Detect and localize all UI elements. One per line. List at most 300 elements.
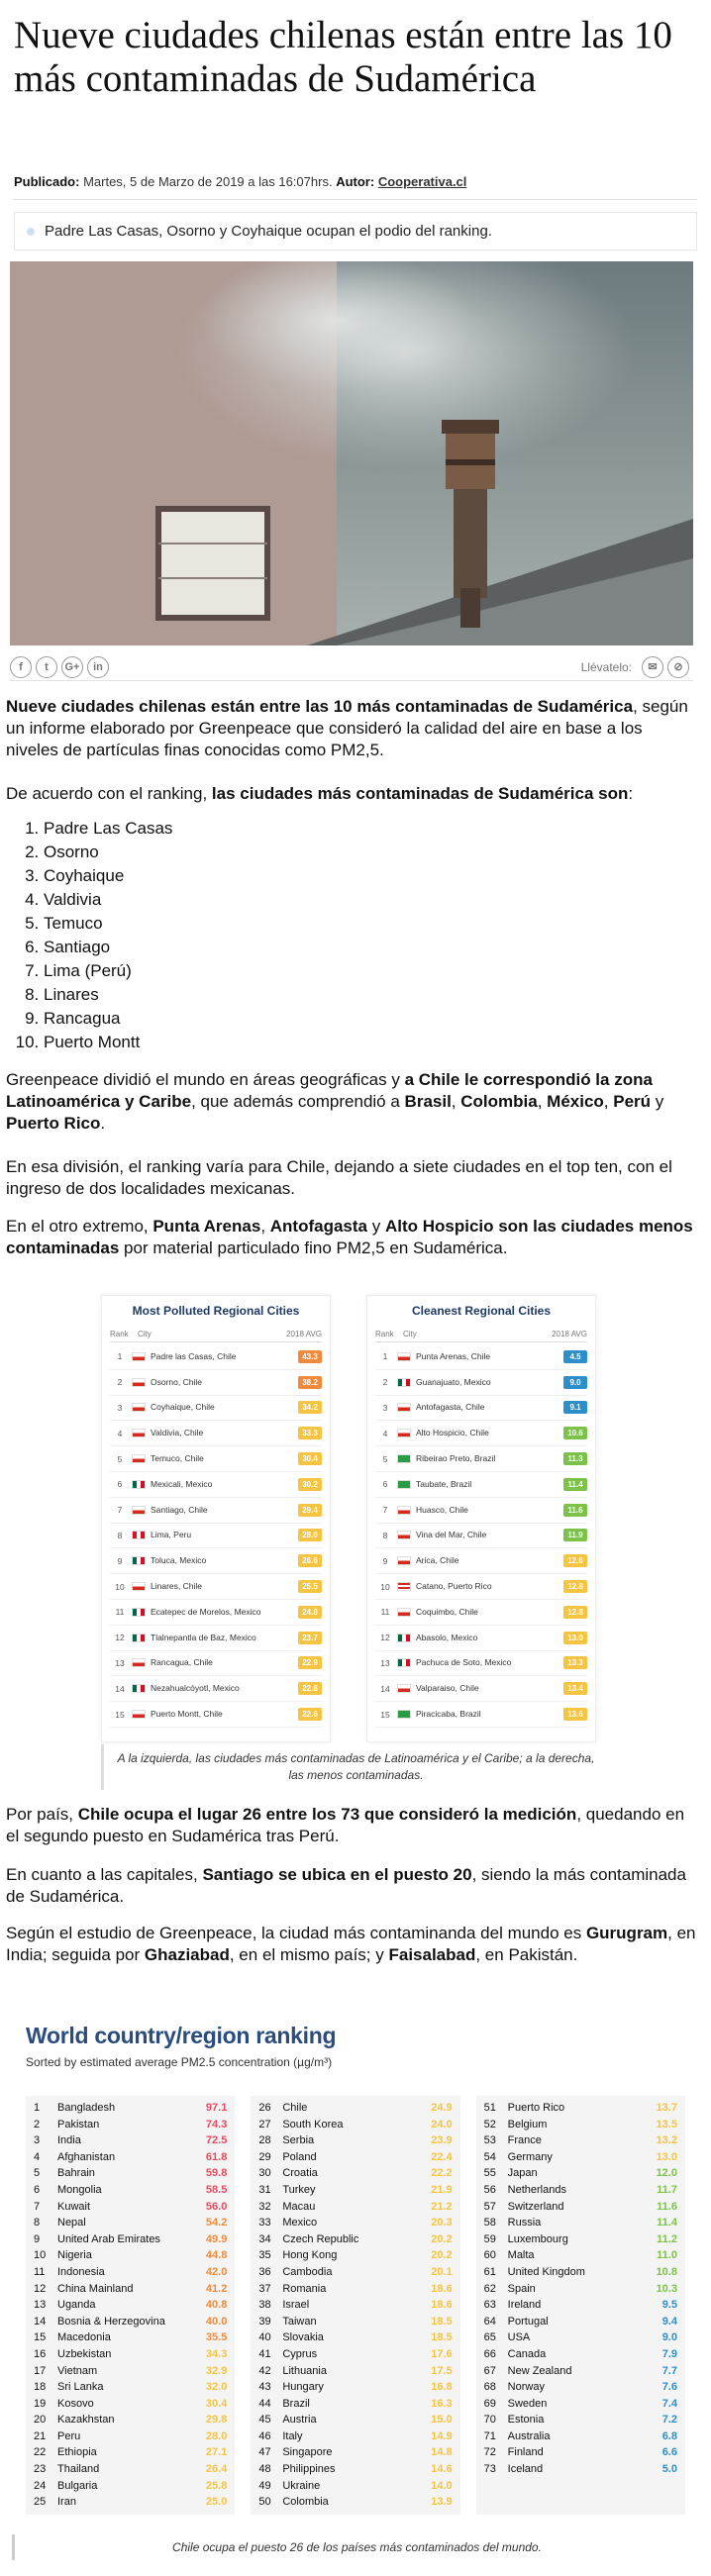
city-cell: Coyhaique, Chile	[151, 1402, 215, 1413]
avg-badge: 9.0	[563, 1376, 587, 1389]
country-cell: Israel	[282, 2299, 310, 2312]
ranking-row	[34, 2412, 227, 2428]
p5-b: Punta Arenas	[152, 1217, 261, 1236]
ranking-row	[34, 2363, 227, 2380]
flag-icon	[397, 1454, 411, 1463]
rank-cell: 52	[483, 2118, 496, 2130]
ranking-row	[258, 2215, 452, 2231]
flag-icon	[132, 1634, 146, 1642]
table-row	[375, 1472, 587, 1498]
ranking-row	[484, 2396, 677, 2413]
table-row	[110, 1421, 322, 1446]
publish-date: Martes, 5 de Marzo de 2019 a las 16:07hrs.	[83, 174, 333, 189]
link-icon[interactable]: ⊘	[667, 656, 689, 678]
rank-cell: 10	[380, 1581, 390, 1592]
value-cell: 20.2	[431, 2249, 453, 2262]
avg-badge: 13.3	[563, 1656, 587, 1669]
world-title: World country/region ranking	[26, 2023, 337, 2048]
author-link[interactable]: Cooperativa.cl	[377, 174, 467, 189]
country-cell: Hungary	[282, 2381, 324, 2394]
city-cell: Vina del Mar, Chile	[416, 1530, 487, 1540]
list-item: 3. Coyhaique	[44, 864, 699, 888]
rank-cell: 60	[483, 2249, 496, 2262]
ranking-row	[484, 2264, 677, 2281]
rank-cell: 28	[258, 2134, 271, 2147]
ranking-row	[258, 2264, 452, 2281]
value-cell: 18.5	[431, 2331, 453, 2344]
country-cell: United Arab Emirates	[57, 2232, 160, 2245]
rank-cell: 5	[382, 1453, 388, 1464]
ranking-row	[484, 2363, 677, 2380]
flag-icon	[397, 1352, 411, 1361]
world-subtitle: Sorted by estimated average PM2.5 concentration (µg/m³)	[26, 2055, 333, 2069]
ranking-row	[258, 2346, 452, 2363]
value-cell: 7.2	[661, 2414, 677, 2427]
ranking-row	[484, 2231, 677, 2248]
rank-cell: 73	[483, 2463, 496, 2476]
p8-b: Gurugram	[585, 1924, 668, 1942]
flag-icon	[132, 1582, 146, 1591]
p6-a: Por país,	[6, 1805, 78, 1824]
table-row	[110, 1702, 322, 1728]
avg-badge: 9.1	[563, 1401, 587, 1414]
table-row	[375, 1421, 587, 1446]
city-cell: Tlalnepantla de Baz, Mexico	[151, 1632, 256, 1642]
value-cell: 59.8	[205, 2167, 228, 2180]
ranking-row	[34, 2264, 227, 2281]
country-cell: India	[57, 2134, 81, 2147]
ranking-row	[258, 2478, 452, 2495]
rank-cell: 4	[34, 2150, 41, 2163]
country-cell: Kazakhstan	[57, 2414, 115, 2427]
country-cell: Austria	[282, 2414, 317, 2427]
table-row	[375, 1600, 587, 1626]
value-cell: 17.5	[431, 2364, 453, 2377]
ranking-row	[34, 2444, 227, 2461]
rank-cell: 72	[483, 2446, 496, 2459]
city-cell: Guanajuato, Mexico	[416, 1376, 491, 1387]
ranking-row	[34, 2247, 227, 2264]
rank-cell: 9	[117, 1555, 123, 1566]
value-cell: 22.4	[431, 2150, 453, 2163]
value-cell: 40.8	[205, 2299, 228, 2312]
value-cell: 18.5	[431, 2315, 453, 2328]
country-cell: Germany	[507, 2150, 553, 2163]
table-row	[110, 1446, 322, 1472]
country-cell: Czech Republic	[282, 2232, 359, 2245]
country-cell: Mexico	[282, 2217, 318, 2229]
avg-badge: 43.3	[298, 1350, 322, 1363]
paragraph-1	[6, 696, 699, 761]
value-cell: 13.2	[656, 2134, 677, 2147]
ranking-row	[258, 2461, 452, 2478]
p5-e: y	[367, 1217, 385, 1236]
rank-cell: 15	[380, 1709, 390, 1720]
flag-icon	[397, 1658, 411, 1667]
author-label: Autor:	[336, 174, 375, 189]
table-row	[375, 1676, 587, 1702]
country-cell: Nepal	[57, 2217, 86, 2229]
city-cell: Coquimbo, Chile	[416, 1606, 478, 1617]
article-meta	[14, 174, 697, 200]
ranking-row	[34, 2297, 227, 2314]
table-row	[110, 1370, 322, 1396]
avg-badge: 33.3	[298, 1427, 322, 1439]
rank-cell: 6	[382, 1479, 388, 1490]
rank-cell: 3	[382, 1402, 388, 1413]
p5-g: por material particulado fino PM2,5 en Sudamérica.	[119, 1238, 508, 1257]
rank-cell: 16	[34, 2347, 47, 2360]
value-cell: 24.0	[431, 2118, 453, 2130]
value-cell: 14.0	[431, 2479, 453, 2492]
rank-cell: 13	[34, 2299, 47, 2312]
avg-badge: 13.6	[563, 1708, 587, 1721]
headline: Nueve ciudades chilenas están entre las 10 más contaminadas de Sudamérica	[14, 14, 672, 100]
rank-cell: 10	[34, 2249, 47, 2262]
city-cell: Huasco, Chile	[416, 1504, 468, 1515]
list-item: 9. Rancagua	[44, 1007, 699, 1031]
country-cell: Finland	[507, 2446, 544, 2459]
value-cell: 44.8	[205, 2249, 228, 2262]
table-row	[375, 1396, 587, 1422]
value-cell: 11.6	[657, 2200, 677, 2213]
value-cell: 22.2	[431, 2167, 453, 2180]
ranking-row	[484, 2314, 677, 2330]
country-cell: Mongolia	[57, 2183, 102, 2196]
rank-cell: 14	[380, 1683, 390, 1694]
table-row	[110, 1498, 322, 1524]
rank-cell: 65	[483, 2331, 496, 2344]
p7-a: En cuanto a las capitales,	[6, 1865, 203, 1884]
ranking-row	[484, 2247, 677, 2264]
flag-icon	[132, 1480, 146, 1489]
rank-cell: 68	[483, 2381, 496, 2394]
p1-text: , según un informe elaborado por Greenpeace que consideró la calidad del aire en base a los niveles de partículas finas conocidas como PM2,5.	[6, 697, 688, 759]
ranking-row	[484, 2117, 677, 2133]
value-cell: 20.2	[431, 2232, 453, 2245]
country-cell: Singapore	[282, 2446, 333, 2459]
ranking-row	[34, 2494, 227, 2511]
city-cell: Ecatepec de Morelos, Mexico	[151, 1606, 261, 1617]
rank-cell: 1	[34, 2102, 41, 2114]
flag-icon	[397, 1531, 411, 1539]
ranking-row	[34, 2396, 227, 2413]
value-cell: 27.1	[205, 2446, 228, 2459]
value-cell: 13.7	[656, 2102, 677, 2114]
value-cell: 40.0	[205, 2315, 228, 2328]
country-cell: Afghanistan	[57, 2150, 116, 2163]
avg-badge: 11.4	[563, 1478, 587, 1491]
value-cell: 14.6	[431, 2463, 453, 2476]
table-row	[110, 1651, 322, 1677]
country-cell: Belgium	[507, 2118, 548, 2130]
flag-icon	[132, 1608, 146, 1617]
value-cell: 24.9	[431, 2102, 453, 2114]
value-cell: 18.6	[431, 2282, 453, 2295]
value-cell: 20.3	[431, 2217, 453, 2229]
flag-icon	[132, 1352, 146, 1361]
rank-cell: 8	[382, 1530, 388, 1540]
country-cell: Slovakia	[282, 2331, 324, 2344]
rank-cell: 54	[483, 2150, 496, 2163]
p1-bold: Nueve ciudades chilenas están entre las 10 más contaminadas de Sudamérica	[6, 697, 634, 716]
ranking-row	[34, 2346, 227, 2363]
google-plus-icon[interactable]: G+	[61, 656, 83, 678]
p2-bold: las ciudades más contaminadas de Sudamérica son	[211, 784, 629, 803]
country-cell: Pakistan	[57, 2118, 100, 2130]
value-cell: 58.5	[205, 2183, 228, 2196]
flag-icon	[397, 1684, 411, 1693]
p8-c: , en India; seguida por	[6, 1924, 696, 1964]
value-cell: 21.2	[431, 2200, 453, 2213]
rank-cell: 5	[117, 1453, 123, 1464]
country-cell: Bulgaria	[57, 2479, 98, 2492]
country-cell: Ethiopia	[57, 2446, 97, 2459]
table-row	[110, 1626, 322, 1651]
country-cell: Kosovo	[57, 2397, 94, 2410]
country-cell: Cambodia	[282, 2265, 333, 2278]
table-row	[110, 1396, 322, 1422]
chimney-photo	[10, 261, 693, 645]
country-cell: Uganda	[57, 2299, 96, 2312]
ranking-row	[34, 2461, 227, 2478]
p3-e: ,	[451, 1092, 461, 1111]
value-cell: 21.9	[431, 2183, 453, 2196]
ranking-row	[34, 2165, 227, 2182]
country-cell: Iran	[57, 2496, 76, 2509]
rank-cell: 63	[483, 2299, 496, 2312]
rank-cell: 59	[483, 2232, 496, 2245]
p3-a: Greenpeace dividió el mundo en áreas geográficas y	[6, 1070, 405, 1089]
rank-cell: 19	[34, 2397, 47, 2410]
ranking-row	[34, 2149, 227, 2166]
table-row	[375, 1498, 587, 1524]
ranking-row	[258, 2247, 452, 2264]
country-cell: Hong Kong	[282, 2249, 338, 2262]
value-cell: 10.3	[656, 2282, 677, 2295]
table-row	[110, 1344, 322, 1370]
ranking-row	[258, 2396, 452, 2413]
value-cell: 7.6	[661, 2381, 677, 2394]
country-cell: Brazil	[282, 2397, 310, 2410]
avg-badge: 11.9	[563, 1529, 587, 1541]
rank-cell: 27	[258, 2118, 271, 2130]
p7-b: Santiago se ubica en el puesto 20	[202, 1865, 472, 1884]
country-cell: Australia	[507, 2429, 551, 2442]
rank-cell: 50	[258, 2496, 271, 2509]
ranking-row	[258, 2297, 452, 2314]
ranking-row	[484, 2199, 677, 2216]
flag-icon	[397, 1634, 411, 1642]
rank-cell: 1	[382, 1351, 388, 1362]
rank-cell: 40	[258, 2331, 271, 2344]
p5-c: ,	[260, 1217, 270, 1236]
ranking-row	[258, 2329, 452, 2346]
email-icon[interactable]: ✉	[642, 656, 663, 678]
rank-cell: 2	[117, 1377, 123, 1388]
flag-icon	[397, 1556, 411, 1565]
country-cell: Canada	[507, 2347, 547, 2360]
ranking-column	[251, 2096, 459, 2515]
rank-cell: 34	[258, 2232, 271, 2245]
rank-cell: 47	[258, 2446, 271, 2459]
p6-c: , quedando en el segundo puesto en Sudamérica tras Perú.	[6, 1805, 685, 1845]
value-cell: 14.8	[431, 2446, 453, 2459]
rank-cell: 12	[115, 1633, 125, 1643]
rank-cell: 48	[258, 2463, 271, 2476]
avg-badge: 12.6	[563, 1554, 587, 1567]
country-cell: Lithuania	[282, 2364, 327, 2377]
value-cell: 32.9	[205, 2364, 228, 2377]
country-cell: Sweden	[507, 2397, 548, 2410]
rank-cell: 53	[483, 2134, 496, 2147]
rank-cell: 20	[34, 2414, 47, 2427]
avg-badge: 34.2	[298, 1401, 322, 1414]
ranking-row	[34, 2329, 227, 2346]
p3-h: México	[547, 1092, 604, 1111]
value-cell: 72.5	[205, 2134, 228, 2147]
avg-badge: 22.9	[298, 1656, 322, 1669]
rank-cell: 6	[117, 1479, 123, 1490]
country-cell: Bosnia & Herzegovina	[57, 2315, 165, 2328]
ranking-column	[476, 2096, 685, 2515]
value-cell: 10.8	[656, 2265, 677, 2278]
ranking-row	[484, 2132, 677, 2149]
p7-c: , siendo la más contaminada de Sudamérica.	[6, 1865, 686, 1906]
rank-cell: 15	[34, 2331, 47, 2344]
value-cell: 97.1	[205, 2102, 228, 2114]
avg-header: 2018 AVG	[286, 1330, 322, 1338]
rank-cell: 11	[115, 1607, 125, 1618]
ranking-row	[258, 2100, 452, 2117]
avg-badge: 24.8	[298, 1606, 322, 1619]
city-header: City	[403, 1330, 417, 1338]
rank-cell: 45	[258, 2414, 271, 2427]
rank-cell: 61	[483, 2265, 496, 2278]
value-cell: 34.3	[205, 2347, 228, 2360]
paragraph-4: En esa división, el ranking varía para Chile, dejando a siete ciudades en el top ten, con el ingreso de dos localidades mexicanas.	[6, 1157, 672, 1198]
bullet-icon	[27, 228, 35, 236]
avg-badge: 13.0	[563, 1632, 587, 1644]
ranking-row	[484, 2428, 677, 2445]
rank-cell: 15	[115, 1709, 125, 1720]
rank-cell: 56	[483, 2183, 496, 2196]
facebook-icon[interactable]: f	[10, 656, 32, 678]
ranking-row	[258, 2444, 452, 2461]
country-cell: Portugal	[507, 2315, 549, 2328]
rank-cell: 12	[380, 1633, 390, 1643]
city-cell: Ribeirao Preto, Brazil	[416, 1453, 496, 1464]
ranking-row	[484, 2281, 677, 2298]
ranking-row	[484, 2165, 677, 2182]
avg-badge: 29.4	[298, 1504, 322, 1517]
rank-cell: 37	[258, 2282, 271, 2295]
rank-cell: 8	[117, 1530, 123, 1540]
table-row	[375, 1548, 587, 1574]
city-list	[6, 817, 699, 1054]
value-cell: 9.5	[661, 2299, 677, 2312]
list-item: 5. Temuco	[44, 912, 699, 936]
country-cell: Spain	[507, 2282, 536, 2295]
polluted-rows	[110, 1344, 322, 1728]
p8-e: , en el mismo país; y	[229, 1945, 389, 1964]
city-cell: Rancagua, Chile	[151, 1657, 213, 1668]
value-cell: 11.0	[657, 2249, 677, 2262]
image-caption: Chile ocupa el puesto 26 de los países más contaminados del mundo.	[12, 2534, 699, 2560]
table-row	[110, 1524, 322, 1549]
flag-icon	[132, 1429, 146, 1437]
flag-icon	[397, 1480, 411, 1489]
avg-badge: 25.5	[298, 1580, 322, 1593]
rank-cell: 12	[34, 2282, 47, 2295]
ranking-row	[34, 2199, 227, 2216]
list-item: 6. Santiago	[44, 936, 699, 959]
country-cell: Japan	[507, 2167, 538, 2180]
rank-cell: 24	[34, 2479, 47, 2492]
lead-text: Padre Las Casas, Osorno y Coyhaique ocupan el podio del ranking.	[45, 223, 492, 240]
country-cell: Vietnam	[57, 2364, 98, 2377]
rank-cell: 22	[34, 2446, 47, 2459]
value-cell: 7.4	[661, 2397, 677, 2410]
country-cell: Romania	[282, 2282, 327, 2295]
value-cell: 42.0	[205, 2265, 228, 2278]
value-cell: 11.7	[657, 2183, 677, 2196]
country-cell: Chile	[282, 2102, 308, 2114]
ranking-row	[34, 2100, 227, 2117]
country-cell: Serbia	[282, 2134, 315, 2147]
city-cell: Valdivia, Chile	[151, 1428, 204, 1438]
rank-cell: 3	[34, 2134, 41, 2147]
value-cell: 61.8	[205, 2150, 228, 2163]
cleanest-title: Cleanest Regional Cities	[411, 1304, 552, 1318]
table-row	[375, 1626, 587, 1651]
rank-cell: 4	[117, 1428, 123, 1438]
p3-b: a Chile le correspondió la zona Latinoamérica y Caribe	[6, 1070, 653, 1111]
flag-icon	[397, 1710, 411, 1719]
flag-icon	[132, 1454, 146, 1463]
rank-cell: 67	[483, 2364, 496, 2377]
country-cell: Sri Lanka	[57, 2381, 104, 2394]
city-cell: Linares, Chile	[151, 1581, 202, 1592]
regional-tables	[101, 1295, 608, 1742]
country-cell: South Korea	[282, 2118, 344, 2130]
rank-cell: 9	[34, 2232, 41, 2245]
country-cell: Netherlands	[507, 2183, 566, 2196]
polluted-table	[101, 1295, 331, 1742]
ranking-row	[34, 2231, 227, 2248]
twitter-icon[interactable]: t	[36, 656, 57, 678]
country-cell: Thailand	[57, 2463, 100, 2476]
linkedin-icon[interactable]: in	[87, 656, 109, 678]
country-cell: USA	[507, 2331, 531, 2344]
table-row	[110, 1548, 322, 1574]
image-caption: A la izquierda, las ciudades más contaminadas de Latinoamérica y el Caribe; a la derecha, las menos contaminadas.	[101, 1744, 608, 1790]
city-cell: Lima, Peru	[151, 1530, 192, 1540]
ranking-row	[258, 2428, 452, 2445]
ranking-row	[34, 2281, 227, 2298]
rank-cell: 49	[258, 2479, 271, 2492]
table-row	[110, 1472, 322, 1498]
value-cell: 25.8	[205, 2479, 228, 2492]
country-cell: Switzerland	[507, 2200, 564, 2213]
flag-icon	[397, 1378, 411, 1387]
country-cell: Ukraine	[282, 2479, 321, 2492]
value-cell: 29.8	[205, 2414, 228, 2427]
city-cell: Catano, Puerto Rico	[416, 1581, 492, 1592]
rank-cell: 44	[258, 2397, 271, 2410]
value-cell: 28.0	[205, 2429, 228, 2442]
rank-header: Rank	[375, 1330, 394, 1338]
